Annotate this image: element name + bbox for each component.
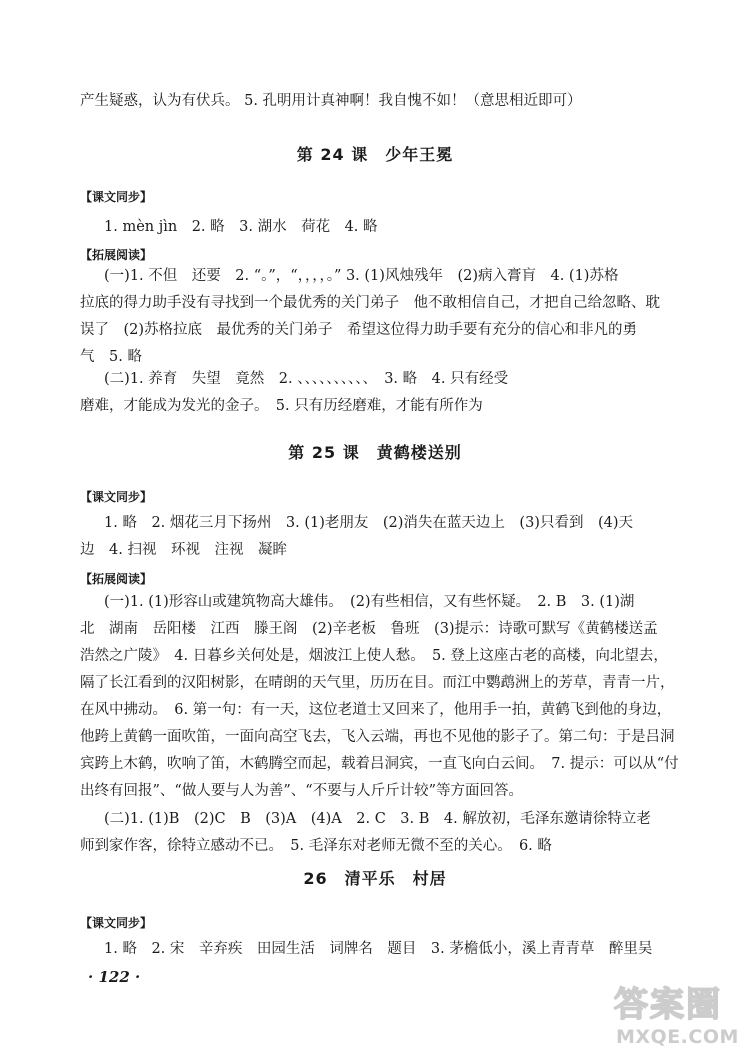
lesson-24-reading-label: 【拓展阅读】 [80, 248, 153, 262]
lesson-26-sync-label: 【课文同步】 [80, 916, 153, 930]
lesson-24-reading-part-1 [80, 263, 680, 371]
lesson-24-sync-label: 【课文同步】 [80, 190, 153, 204]
lesson-25-sync-label: 【课文同步】 [80, 490, 153, 504]
text-line: (一)1. 不但 还要 2. “。”，“，，，，。” 3. (1)风烛残年 (2)病入膏肓 4. (1)苏格 [104, 268, 619, 284]
watermark-logo-icon [612, 982, 742, 1024]
lesson-25-reading-part-2 [80, 806, 680, 860]
text-line: 出终有回报”、“做人要与人为善”、“不要与人斤斤计较”等方面回答。 [80, 783, 524, 799]
text-line: 宾跨上木鹤，吹响了笛，木鹤腾空而起，载着吕洞宾，一直飞向白云间。 7. 提示：可以从“付 [80, 756, 679, 772]
lesson-24-title: 第 24 课 少年王冕 [296, 145, 454, 164]
text-line: 浩然之广陵》 4. 日暮乡关何处是，烟波江上使人愁。 5. 登上这座古老的高楼，向北望去， [80, 648, 668, 664]
text-line: 在风中拂动。 6. 第一句：有一天，这位老道士又回来了，他用手一拍，黄鹤飞到他的身边， [80, 702, 672, 718]
watermark [612, 982, 742, 1050]
text-line: 气 5. 略 [80, 349, 142, 365]
text-line: 1. mèn jìn 2. 略 3. 湖水 荷花 4. 略 [104, 219, 378, 235]
text-line: 拉底的得力助手没有寻找到一个最优秀的关门弟子 他不敢相信自己，才把自己给忽略、耽 [80, 295, 660, 311]
lesson-26-sync-answers [80, 936, 680, 963]
text-line: (二)1. (1)B (2)C B (3)A (4)A 2. C 3. B 4. 解放初，毛泽东邀请徐特立老 [104, 811, 651, 827]
lesson-25-title: 第 25 课 黄鹤楼送别 [288, 443, 462, 462]
text-line: 磨难，才能成为发光的金子。 5. 只有历经磨难，才能有所作为 [80, 398, 483, 414]
text-line: 隔了长江看到的汉阳树影，在晴朗的天气里，历历在目。而江中鹦鹉洲上的芳草，青青一片， [80, 675, 675, 691]
page-number: · 122 · [88, 968, 141, 986]
lesson-26-title: 26 清平乐 村居 [303, 869, 447, 888]
watermark-url: MXQE.COM [616, 1026, 739, 1048]
svg-text:答案圈: 答案圈 [614, 985, 722, 1024]
text-line: (一)1. (1)形容山或建筑物高大雄伟。 (2)有些相信，又有些怀疑。 2. B 3. (1)湖 [104, 594, 635, 610]
lesson-25-reading-label: 【拓展阅读】 [80, 572, 153, 586]
text-line: 边 4. 扫视 环视 注视 凝眸 [80, 542, 287, 558]
text-line: 产生疑惑，认为有伏兵。 5. 孔明用计真神啊！我自愧不如！（意思相近即可） [80, 93, 582, 109]
text-line: 1. 略 2. 宋 辛弃疾 田园生活 词牌名 题目 3. 茅檐低小，溪上青青草 醉里吴 [104, 941, 653, 957]
text-line: 误了 (2)苏格拉底 最优秀的关门弟子 希望这位得力助手要有充分的信心和非凡的勇 [80, 322, 638, 338]
text-line: 师到家作客，徐特立感动不已。 5. 毛泽东对老师无微不至的关心。 6. 略 [80, 838, 552, 854]
text-line: (二)1. 养育 失望 竟然 2. 、、、、、、、、、、 3. 略 4. 只有经受 [104, 371, 509, 387]
lesson-25-reading-part-1 [80, 589, 680, 805]
text-line: 北 湖南 岳阳楼 江西 滕王阁 (2)辛老板 鲁班 (3)提示：诗歌可默写《黄鹤楼送孟 [80, 621, 658, 637]
text-line: 1. 略 2. 烟花三月下扬州 3. (1)老朋友 (2)消失在蓝天边上 (3)只看到 (4)天 [104, 515, 633, 531]
text-line: 他跨上黄鹤一面吹笛，一面向高空飞去，飞入云端，再也不见他的影子了。第二句：于是吕洞 [80, 729, 675, 745]
lesson-24-reading-part-2 [80, 366, 680, 420]
top-line [80, 88, 680, 115]
lesson-24-sync-answers [80, 214, 680, 241]
lesson-25-sync-answers [80, 510, 680, 564]
